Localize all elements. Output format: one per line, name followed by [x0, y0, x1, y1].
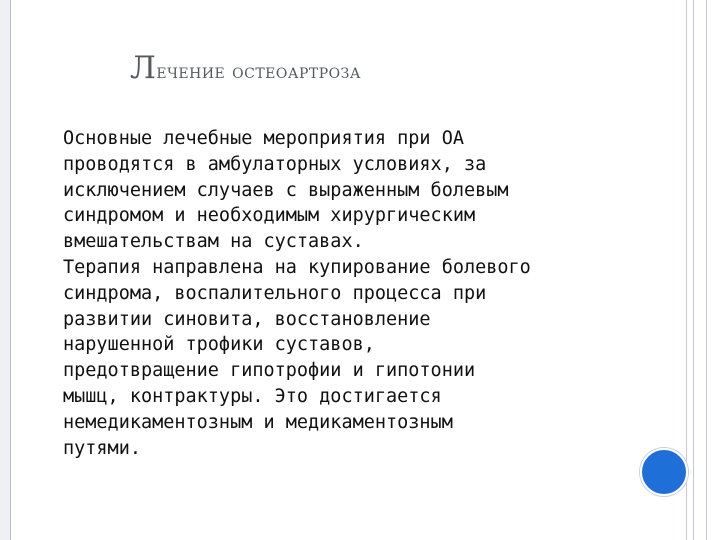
left-border-line	[10, 0, 11, 540]
title-rest: ечение остеоартроза	[156, 59, 361, 83]
right-decor-line-3	[706, 0, 707, 540]
title-first-letter: Л	[130, 50, 157, 86]
right-decor-line-2	[693, 0, 694, 540]
right-decor-line-1	[686, 0, 687, 540]
slide-body	[63, 126, 643, 461]
right-decorative-band	[686, 0, 720, 540]
paragraph-1: Основные лечебные мероприятия при ОА проводятся в амбулаторных условиях, за исключением случаев с выраженным болевым синдромом и необходимым хирургическим вмешательствам на суставах.	[63, 128, 509, 253]
decorative-circle	[640, 448, 688, 496]
slide-title	[130, 50, 361, 86]
paragraph-2: Терапия направлена на купирование болевого синдрома, воспалительного процесса при развитии синовита, восстановление нарушенной трофики суставов, предотвращение гипотрофии и гипотонии мышц, контрактуры. Это достигается немедикаментозным и медикаментозным путями.	[63, 256, 531, 459]
